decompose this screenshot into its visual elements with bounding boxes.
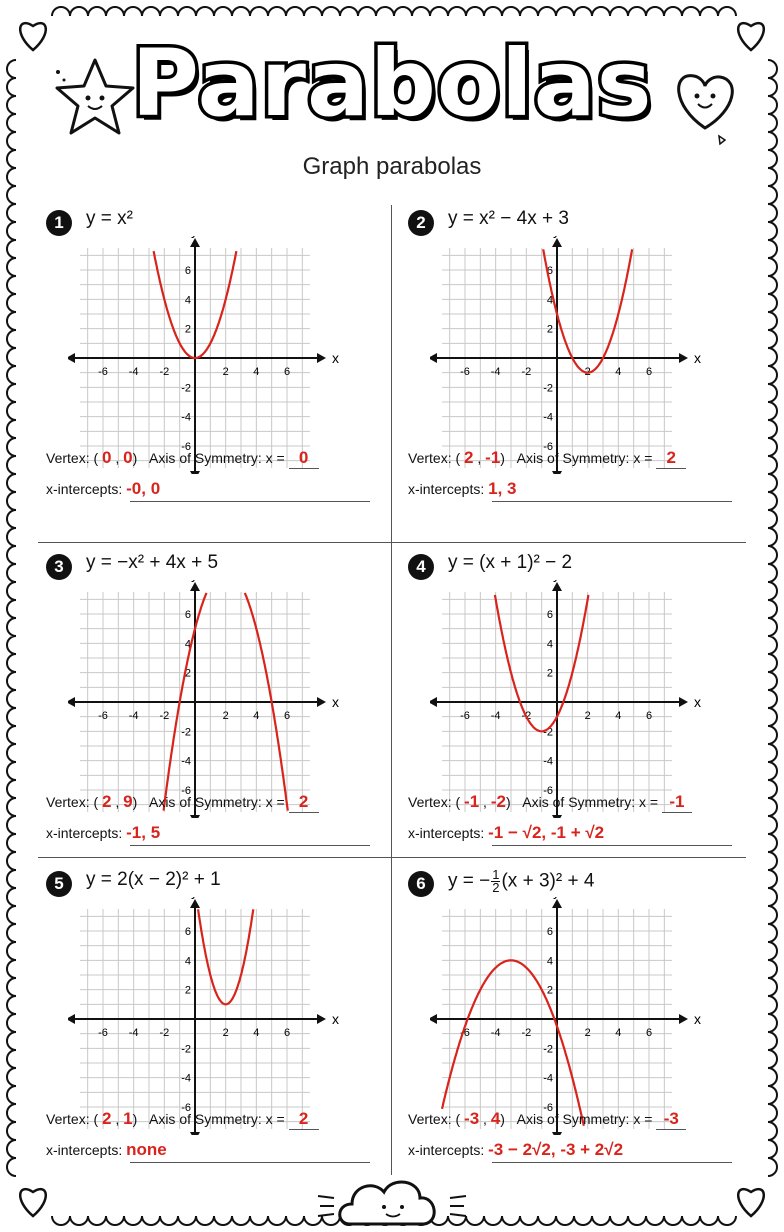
- y-axis-arrow: [190, 582, 200, 591]
- y-tick-label: -4: [181, 411, 191, 424]
- equation-text: y = x²: [86, 208, 133, 229]
- vertex-y-value: -2: [490, 792, 506, 811]
- vertex-label: Vertex: (: [408, 794, 461, 810]
- axis-symmetry-value: 2: [289, 792, 319, 813]
- x-intercepts-label: x-intercepts:: [46, 825, 123, 841]
- y-tick-label: -2: [543, 726, 553, 739]
- problem-number-badge: 3: [46, 554, 72, 580]
- graph-container: [430, 236, 730, 479]
- y-tick-label: 6: [184, 926, 191, 938]
- x-axis-label: x: [332, 1011, 339, 1027]
- row-divider: [38, 542, 746, 543]
- coordinate-graph: [68, 897, 368, 1135]
- y-tick-label: -2: [543, 1043, 553, 1056]
- graph-container: [430, 580, 730, 823]
- problem-panel: [400, 206, 752, 526]
- x-intercepts-value: 1, 3: [488, 479, 517, 498]
- answer-line: [130, 501, 370, 502]
- x-tick-label: 2: [222, 366, 229, 378]
- y-tick-label: 4: [184, 955, 191, 968]
- y-tick-label: 2: [546, 323, 553, 336]
- x-axis-arrow: [430, 353, 437, 363]
- y-tick-label: 2: [546, 984, 553, 997]
- y-tick-label: -4: [543, 755, 553, 768]
- axis-symmetry-value: 2: [289, 1109, 319, 1130]
- y-tick-label: -6: [543, 1102, 553, 1114]
- y-tick-label: 6: [546, 926, 553, 938]
- x-tick-label: -4: [490, 366, 501, 378]
- coordinate-graph: [68, 580, 368, 818]
- x-tick-label: 2: [584, 1027, 591, 1039]
- vertex-comma: ,: [115, 450, 120, 466]
- x-intercepts-row: [46, 479, 160, 499]
- y-tick-label: 6: [546, 265, 553, 277]
- vertex-label: Vertex: (: [408, 450, 461, 466]
- x-axis-arrow: [317, 1014, 326, 1024]
- y-axis-label: [191, 580, 198, 582]
- graph-container: [68, 897, 368, 1140]
- x-intercepts-value: -0, 0: [126, 479, 161, 498]
- problem-panel: [38, 206, 390, 526]
- y-tick-label: 4: [184, 294, 191, 307]
- x-tick-label: 6: [283, 366, 291, 378]
- problem-number-badge: 4: [408, 554, 434, 580]
- x-intercepts-label: x-intercepts:: [408, 481, 485, 497]
- equation-suffix: (x + 3)² + 4: [501, 870, 595, 892]
- x-tick-label: -6: [460, 366, 470, 378]
- vertex-x-value: 2: [102, 1109, 112, 1128]
- x-axis-label: x: [694, 694, 701, 710]
- x-intercepts-row: [46, 1140, 167, 1160]
- axis-symmetry-label: Axis of Symmetry: x =: [516, 450, 653, 466]
- y-axis-arrow: [552, 238, 562, 247]
- answer-line: [492, 501, 732, 502]
- x-tick-label: 4: [615, 1027, 622, 1039]
- y-tick-label: 2: [184, 667, 191, 680]
- x-tick-label: 6: [283, 1027, 291, 1039]
- y-tick-label: -6: [181, 441, 191, 453]
- vertex-close: ): [132, 1111, 138, 1127]
- x-tick-label: -2: [521, 1027, 532, 1039]
- vertex-x-value: -1: [464, 792, 480, 811]
- graph-container: [68, 236, 368, 479]
- x-intercepts-row: [408, 479, 517, 499]
- y-axis-arrow: [190, 471, 200, 474]
- problem-panel: [38, 867, 390, 1187]
- x-axis-arrow: [679, 1014, 688, 1024]
- axis-symmetry-label: Axis of Symmetry: x =: [516, 1111, 653, 1127]
- x-axis-label: x: [694, 1011, 701, 1027]
- x-axis-arrow: [68, 1014, 75, 1024]
- equation-text: y = 2(x − 2)² + 1: [86, 869, 221, 890]
- vertex-axis-row: [408, 1109, 686, 1130]
- axis-symmetry-label: Axis of Symmetry: x =: [522, 794, 659, 810]
- y-axis-arrow: [552, 471, 562, 474]
- answer-line: [130, 1162, 370, 1163]
- x-axis-label: x: [332, 694, 339, 710]
- x-tick-label: 4: [253, 366, 260, 378]
- vertex-label: Vertex: (: [46, 450, 99, 466]
- x-tick-label: -2: [521, 710, 532, 722]
- y-axis-arrow: [552, 1132, 562, 1135]
- y-tick-label: -6: [543, 785, 553, 797]
- answer-line: [130, 845, 370, 846]
- y-tick-label: 6: [546, 609, 553, 621]
- coordinate-graph: [430, 897, 730, 1135]
- problem-number-badge: 2: [408, 210, 434, 236]
- vertex-y-value: 9: [123, 792, 133, 811]
- x-tick-label: -2: [159, 366, 170, 378]
- vertex-close: ): [132, 450, 138, 466]
- problem-number-badge: 6: [408, 871, 434, 897]
- axis-symmetry-value: -3: [656, 1109, 686, 1130]
- y-axis-arrow: [190, 238, 200, 247]
- answer-line: [492, 845, 732, 846]
- x-tick-label: -4: [128, 366, 139, 378]
- y-tick-label: -6: [543, 441, 553, 453]
- axis-symmetry-value: 0: [289, 448, 319, 469]
- y-axis-arrow: [552, 815, 562, 818]
- problem-panel: [38, 550, 390, 870]
- y-tick-label: -4: [181, 1072, 191, 1085]
- x-tick-label: 2: [584, 710, 591, 722]
- x-axis-arrow: [317, 353, 326, 363]
- vertex-label: Vertex: (: [46, 1111, 99, 1127]
- axis-symmetry-label: Axis of Symmetry: x =: [148, 794, 285, 810]
- axis-symmetry-label: Axis of Symmetry: x =: [148, 450, 285, 466]
- y-axis-label: [191, 236, 198, 238]
- x-tick-label: 2: [584, 366, 591, 378]
- x-tick-label: 6: [645, 710, 653, 722]
- x-tick-label: -4: [128, 1027, 139, 1039]
- x-axis-arrow: [679, 353, 688, 363]
- x-intercepts-label: x-intercepts:: [46, 1142, 123, 1158]
- vertex-close: ): [505, 794, 511, 810]
- y-axis-label: [191, 897, 198, 899]
- vertex-close: ): [500, 450, 505, 466]
- x-tick-label: 4: [253, 710, 260, 722]
- coordinate-graph: [430, 236, 730, 474]
- equation: [448, 208, 569, 230]
- problem-panel: [400, 550, 752, 870]
- axis-symmetry-label: Axis of Symmetry: x =: [148, 1111, 285, 1127]
- x-tick-label: -2: [159, 1027, 170, 1039]
- y-axis-arrow: [190, 899, 200, 908]
- x-tick-label: -6: [98, 366, 108, 378]
- heart-icon: [20, 1189, 46, 1216]
- x-tick-label: 4: [615, 710, 622, 722]
- x-tick-label: -6: [460, 1027, 470, 1039]
- cloud-icon: [318, 1182, 466, 1224]
- page-subtitle: Graph parabolas: [302, 153, 482, 180]
- vertex-y-value: 0: [123, 448, 133, 467]
- y-tick-label: -4: [543, 1072, 553, 1085]
- vertex-close: ): [500, 1111, 505, 1127]
- axis-symmetry-value: -1: [662, 792, 692, 813]
- vertex-y-value: -1: [485, 448, 501, 467]
- x-tick-label: -6: [98, 710, 108, 722]
- y-tick-label: -2: [181, 382, 191, 395]
- x-intercepts-value: none: [126, 1140, 167, 1159]
- y-tick-label: -2: [181, 726, 191, 739]
- parabola-curve: [442, 960, 584, 1126]
- x-tick-label: -6: [460, 710, 470, 722]
- y-axis-arrow: [552, 899, 562, 908]
- x-tick-label: 6: [283, 710, 291, 722]
- problem-number-badge: 1: [46, 210, 72, 236]
- equation: [448, 552, 572, 574]
- vertex-axis-row: [46, 792, 319, 813]
- y-tick-label: 4: [546, 638, 553, 651]
- x-tick-label: 4: [615, 366, 622, 378]
- x-tick-label: -4: [490, 710, 501, 722]
- vertex-x-value: 2: [464, 448, 474, 467]
- y-tick-label: -6: [181, 1102, 191, 1114]
- column-divider: [391, 205, 392, 1175]
- y-tick-label: 2: [184, 323, 191, 336]
- x-axis-arrow: [679, 697, 688, 707]
- y-tick-label: -6: [181, 785, 191, 797]
- x-axis-arrow: [317, 697, 326, 707]
- equation-text: y = x² − 4x + 3: [448, 208, 569, 229]
- vertex-axis-row: [46, 1109, 319, 1130]
- x-tick-label: -2: [159, 710, 170, 722]
- x-tick-label: -4: [128, 710, 139, 722]
- vertex-x-value: -3: [464, 1109, 480, 1128]
- y-tick-label: -4: [543, 411, 553, 424]
- x-tick-label: 2: [222, 1027, 229, 1039]
- x-intercepts-label: x-intercepts:: [408, 825, 485, 841]
- y-tick-label: 4: [184, 638, 191, 651]
- vertex-x-value: 2: [102, 792, 112, 811]
- equation-text: y = −x² + 4x + 5: [86, 552, 219, 573]
- vertex-y-value: 4: [490, 1109, 501, 1128]
- x-tick-label: -2: [521, 366, 532, 378]
- y-axis-label: [553, 580, 560, 582]
- x-intercepts-label: x-intercepts:: [46, 481, 123, 497]
- vertex-label: Vertex: (: [46, 794, 99, 810]
- equation-text: y = (x + 1)² − 2: [448, 552, 573, 573]
- equation-prefix: y = −: [448, 870, 491, 892]
- y-axis-arrow: [190, 815, 200, 818]
- equation-fraction: [491, 869, 500, 894]
- coordinate-graph: [430, 580, 730, 818]
- page-title: Parabolas: [131, 30, 653, 137]
- x-axis-label: x: [332, 350, 339, 366]
- vertex-close: ): [132, 794, 138, 810]
- vertex-comma: ,: [477, 450, 482, 466]
- vertex-axis-row: [46, 448, 319, 469]
- axis-symmetry-value: 2: [656, 448, 686, 469]
- y-tick-label: 6: [184, 265, 191, 277]
- vertex-axis-row: [408, 448, 686, 469]
- x-intercepts-value: -3 − 2√2, -3 + 2√2: [488, 1140, 624, 1159]
- x-tick-label: -4: [490, 1027, 501, 1039]
- x-axis-arrow: [430, 697, 437, 707]
- equation: [86, 869, 221, 891]
- y-axis-arrow: [190, 1132, 200, 1135]
- vertex-y-value: 1: [123, 1109, 133, 1128]
- x-axis-arrow: [430, 1014, 437, 1024]
- y-tick-label: 2: [546, 667, 553, 680]
- x-tick-label: 2: [222, 710, 229, 722]
- heart-icon: [738, 1189, 764, 1216]
- y-tick-label: 4: [546, 955, 553, 968]
- fraction-denominator: 2: [492, 880, 500, 895]
- y-tick-label: -2: [181, 1043, 191, 1056]
- y-tick-label: 2: [184, 984, 191, 997]
- x-tick-label: 4: [253, 1027, 260, 1039]
- fraction-numerator: 1: [492, 867, 500, 882]
- x-intercepts-label: x-intercepts:: [408, 1142, 485, 1158]
- x-intercepts-value: -1 − √2, -1 + √2: [488, 823, 605, 842]
- vertex-label: Vertex: (: [408, 1111, 461, 1127]
- y-axis-label: [553, 897, 560, 899]
- problem-panel: [400, 867, 752, 1187]
- x-intercepts-row: [408, 823, 604, 843]
- x-tick-label: -6: [98, 1027, 108, 1039]
- vertex-comma: ,: [115, 1111, 120, 1127]
- y-tick-label: 6: [184, 609, 191, 621]
- graph-container: [68, 580, 368, 823]
- x-axis-arrow: [68, 697, 75, 707]
- vertex-comma: ,: [483, 794, 487, 810]
- vertex-comma: ,: [483, 1111, 487, 1127]
- x-intercepts-row: [408, 1140, 623, 1160]
- y-tick-label: -2: [543, 382, 553, 395]
- y-tick-label: 4: [546, 294, 553, 307]
- x-axis-label: x: [694, 350, 701, 366]
- y-axis-label: [553, 236, 560, 238]
- graph-container: [430, 897, 730, 1140]
- vertex-axis-row: [408, 792, 692, 813]
- equation: [448, 869, 594, 894]
- equation: [86, 552, 218, 574]
- y-tick-label: -4: [181, 755, 191, 768]
- x-tick-label: 6: [645, 366, 653, 378]
- x-axis-arrow: [68, 353, 75, 363]
- problem-number-badge: 5: [46, 871, 72, 897]
- y-axis-arrow: [552, 582, 562, 591]
- equation: [86, 208, 133, 230]
- answer-line: [492, 1162, 732, 1163]
- x-intercepts-row: [46, 823, 160, 843]
- vertex-comma: ,: [115, 794, 120, 810]
- x-intercepts-value: -1, 5: [126, 823, 161, 842]
- vertex-x-value: 0: [102, 448, 112, 467]
- coordinate-graph: [68, 236, 368, 474]
- x-tick-label: 6: [645, 1027, 653, 1039]
